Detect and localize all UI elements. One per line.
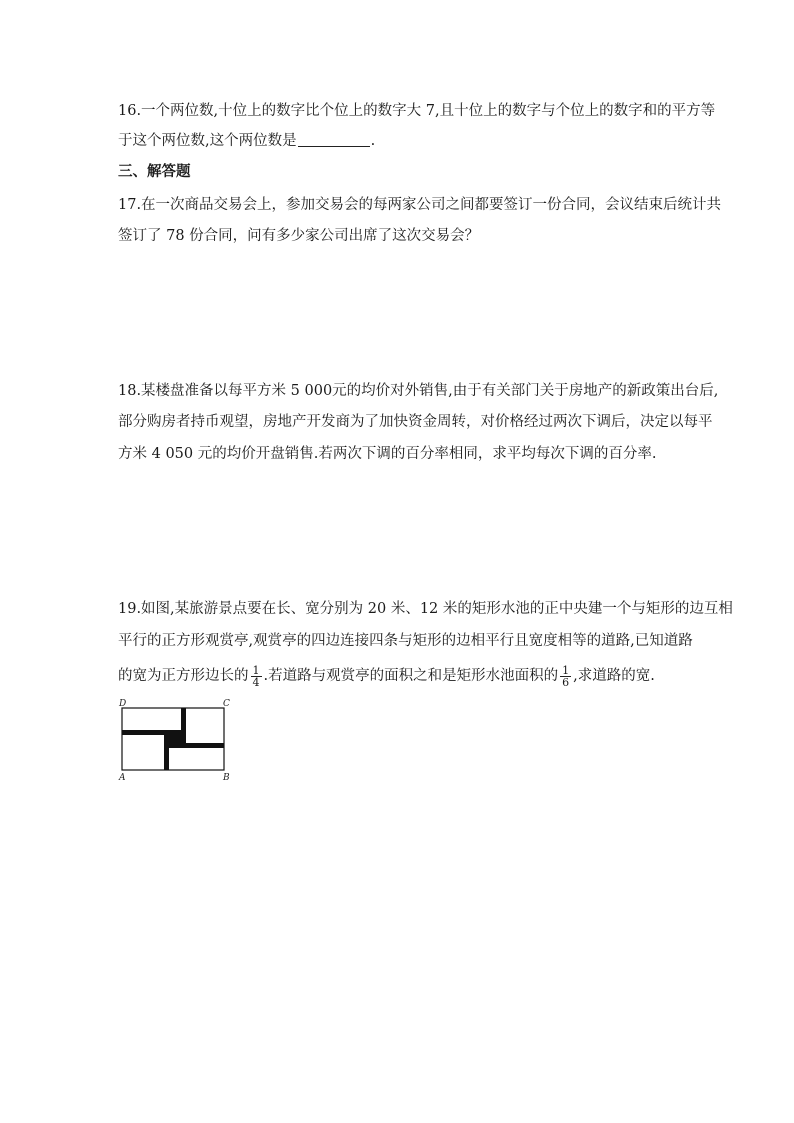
q19-line-3 (118, 659, 708, 693)
q18-line-3: 方米 4 050 元的均价开盘销售.若两次下调的百分率相同，求平均每次下调的百分率. (118, 446, 657, 462)
q18-line-2: 部分购房者持币观望，房地产开发商为了加快资金周转，对价格经过两次下调后，决定以每平 (118, 414, 713, 430)
q16-line-2-text: 于这个两位数,这个两位数是 (118, 133, 297, 149)
label-b: B (223, 773, 230, 783)
q19-line-2: 平行的正方形观赏亭,观赏亭的四边连接四条与矩形的边相平行且宽度相等的道路,已知道路 (118, 633, 693, 649)
label-c: C (223, 699, 230, 709)
pool-diagram (113, 696, 237, 786)
fraction-1-numerator: 1 (252, 663, 260, 677)
q18-line-1: 18.某楼盘准备以每平方米 5 000元的均价对外销售,由于有关部门关于房地产的新政策出台后, (118, 383, 719, 399)
q16-line-1: 16.一个两位数,十位上的数字比个位上的数字大 7,且十位上的数字与个位上的数字和的平方等 (118, 103, 716, 119)
q19-line-1: 19.如图,某旅游景点要在长、宽分别为 20 米、12 米的矩形水池的正中央建一个与矩形的边互相 (118, 601, 733, 617)
q19-line-3-c: ,求道路的宽. (573, 668, 655, 684)
q17-line-1: 17.在一次商品交易会上，参加交易会的每两家公司之间都要签订一份合同，会议结束后统计共 (118, 197, 722, 213)
q16-line-2-end: . (370, 133, 376, 149)
label-d: D (119, 699, 127, 709)
answer-blank (298, 132, 370, 147)
road-bottom (164, 735, 169, 770)
pavilion-square (169, 730, 186, 748)
label-a: A (119, 773, 126, 783)
section-heading: 三、解答题 (118, 163, 191, 180)
road-top (181, 708, 186, 731)
q16-line-2 (118, 131, 708, 151)
fraction-2-denominator: 6 (562, 675, 570, 689)
q17-line-2: 签订了 78 份合同，问有多少家公司出席了这次交易会？ (118, 228, 480, 244)
q19-line-3-b: .若道路与观赏亭的面积之和是矩形水池面积的 (263, 668, 559, 684)
fraction-one-quarter (251, 665, 262, 688)
q19-line-3-a: 的宽为正方形边长的 (118, 668, 249, 684)
fraction-2-numerator: 1 (562, 663, 570, 677)
fraction-one-sixth (560, 665, 571, 688)
fraction-1-denominator: 4 (252, 675, 260, 689)
